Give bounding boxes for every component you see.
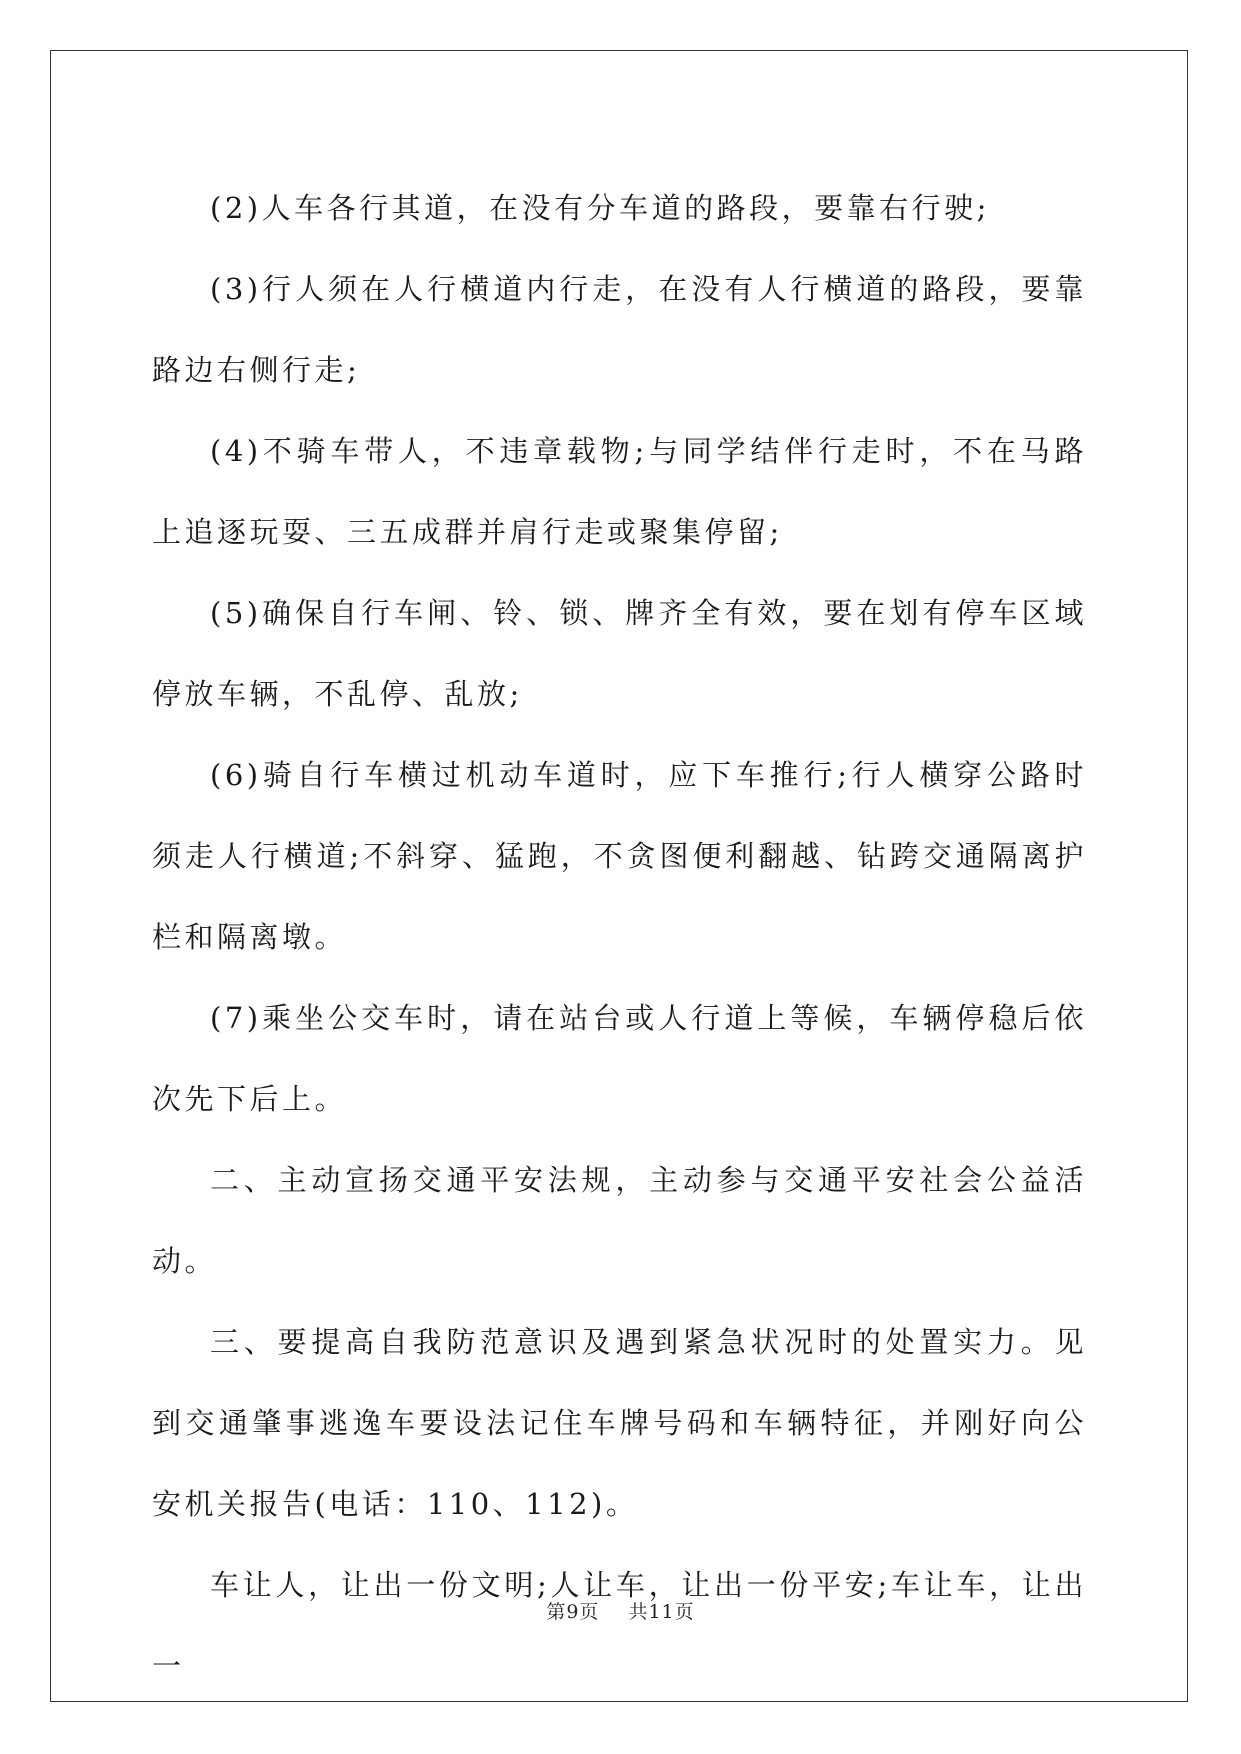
page-number-total: 共11页 xyxy=(628,1601,695,1623)
page-number-current: 第9页 xyxy=(546,1601,600,1623)
paragraph-rule-4: (4)不骑车带人，不违章载物;与同学结伴行走时，不在马路上追逐玩耍、三五成群并肩行走或聚集停留; xyxy=(152,434,1087,549)
paragraph-rule-5: (5)确保自行车闸、铃、锁、牌齐全有效，要在划有停车区域停放车辆，不乱停、乱放; xyxy=(152,596,1087,711)
paragraph-rule-7: (7)乘坐公交车时，请在站台或人行道上等候，车辆停稳后依次先下后上。 xyxy=(152,1001,1087,1116)
paragraph-section-2: 二、主动宣扬交通平安法规，主动参与交通平安社会公益活动。 xyxy=(152,1163,1087,1278)
paragraph-rule-6: (6)骑自行车横过机动车道时，应下车推行;行人横穿公路时须走人行横道;不斜穿、猛跑，不贪图便利翻越、钻跨交通隔离护栏和隔离墩。 xyxy=(152,758,1087,954)
page-footer xyxy=(0,1597,1241,1624)
paragraph-rule-2: (2)人车各行其道，在没有分车道的路段，要靠右行驶; xyxy=(210,191,990,225)
paragraph-section-3: 三、要提高自我防范意识及遇到紧急状况时的处置实力。见到交通肇事逃逸车要设法记住车牌号码和车辆特征，并刚好向公安机关报告(电话：110、112)。 xyxy=(152,1325,1087,1521)
paragraph-rule-3: (3)行人须在人行横道内行走，在没有人行横道的路段，要靠路边右侧行走; xyxy=(152,272,1087,387)
document-body xyxy=(152,168,1087,1707)
paragraph-closing: 车让人，让出一份文明;人让车，让出一份平安;车让车，让出一 xyxy=(152,1568,1087,1683)
